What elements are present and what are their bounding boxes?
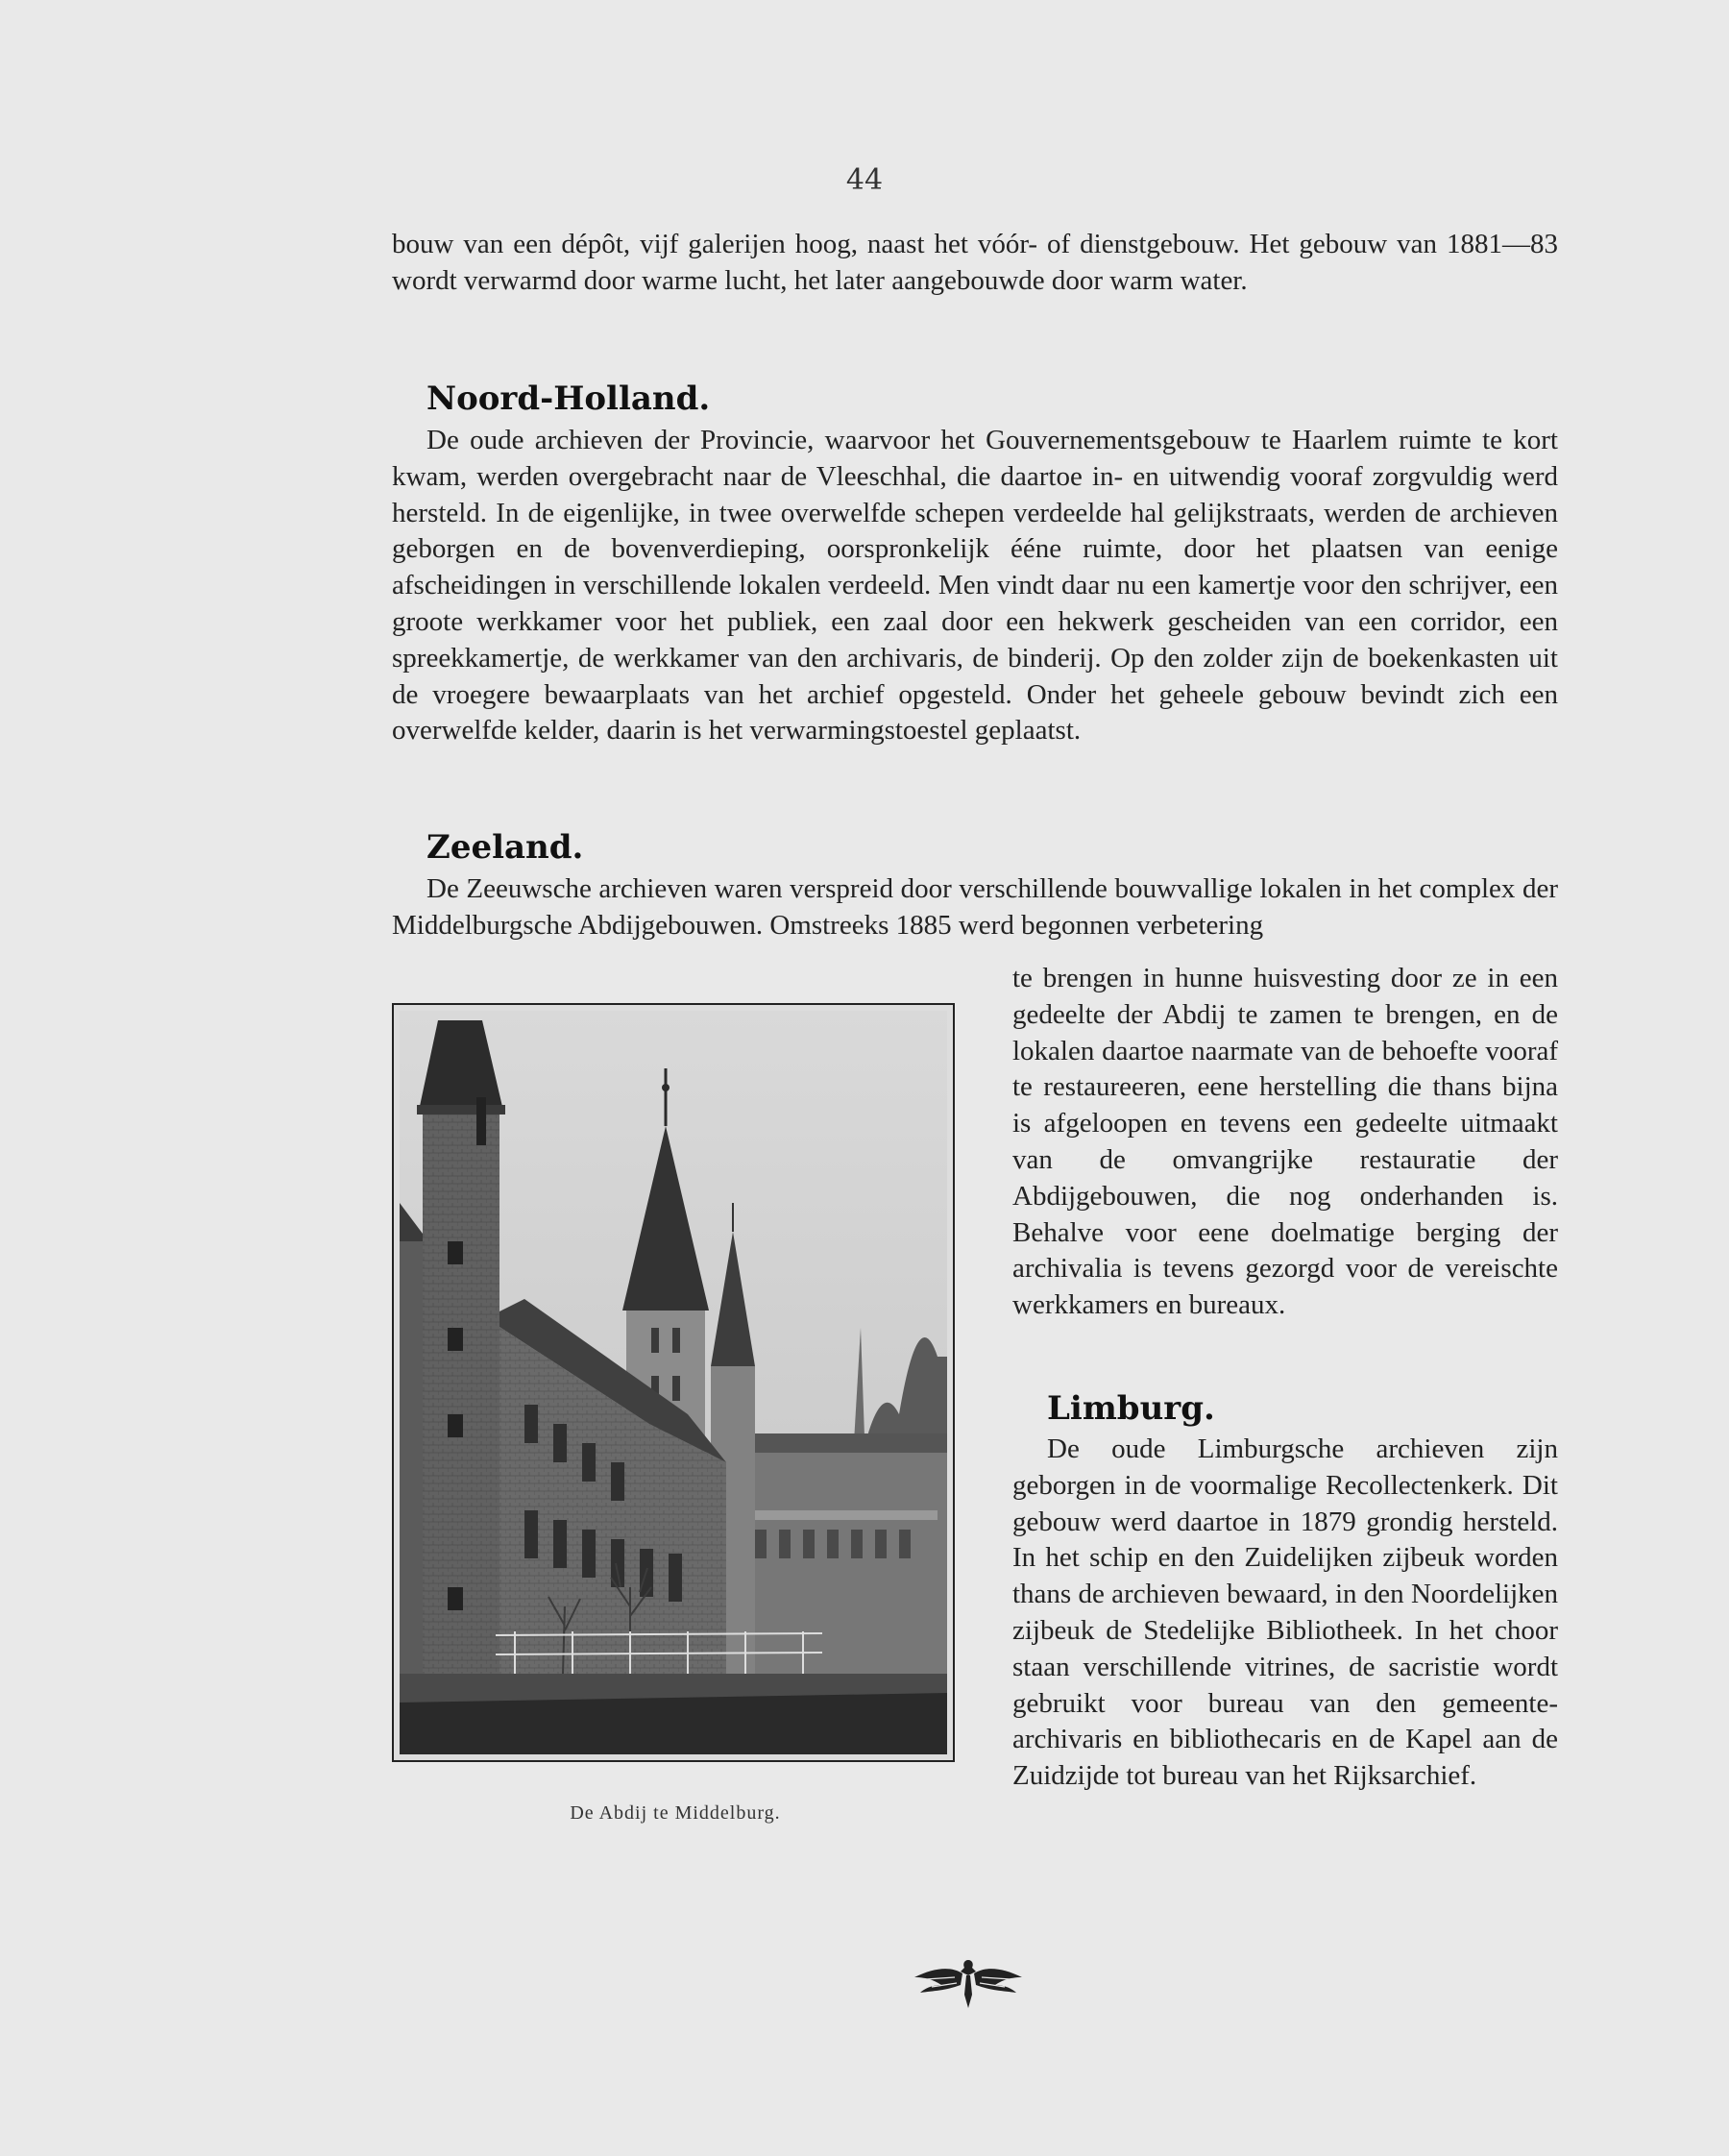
zeeland-paragraph-top: De Zeeuwsche archieven waren verspreid door verschillende bouwvallige lokalen in het complex der Middelburgsche Abdijgebouwen. Omstreeks 1885 werd begonnen verbetering [392,873,1558,941]
limburg-section [1012,1432,1558,1795]
zeeland-paragraph-right: te brengen in hunne huisvesting door ze in een gedeelte der Abdij te zamen te brengen, en de lokalen daartoe naarmate van de behoefte vooraf te restaureeren, eene herstelling die thans bijna is afgeloopen en tevens een gedeelte uitmaakt van de omvangrijke restauratie der Abdijgebouwen, die nog onderhanden is. Behalve voor eene doelmatige berging der archivalia is tevens gezorgd voor de vereischte werkkamers en bureaux. [1012,963,1558,1321]
zeeland-section-right [1012,961,1558,1324]
abbey-photograph [392,1003,955,1762]
noord-holland-section [392,423,1558,749]
section-heading-limburg: Limburg. [1047,1389,1215,1428]
section-heading-zeeland: Zeeland. [426,828,584,867]
zeeland-section-top [392,871,1558,944]
limburg-paragraph: De oude Limburgsche archieven zijn geborgen in de voormalige Recollectenkerk. Dit gebouw werd daartoe in 1879 grondig hersteld. In het schip en den Zuidelijken zijbeuk worden thans de archieven bewaard, in den Noordelijken zijbeuk de Stedelijke Bibliotheek. In het choor staan verschillende vitrines, de sacristie wordt gebruikt voor bureau van den gemeente-archivaris en bibliothecaris en de Kapel aan de Zuidzijde tot bureau van het Rijksarchief. [1012,1433,1558,1792]
intro-paragraph-block [392,227,1558,300]
eagle-ornament-icon [913,1952,1024,2016]
abbey-photograph-illustration [400,1011,947,1754]
intro-paragraph: bouw van een dépôt, vijf galerijen hoog, naast het vóór- of dienstgebouw. Het gebouw van 1881—83 wordt verwarmd door warme lucht, het later aangebouwde door warm water. [392,229,1558,296]
section-heading-noord-holland: Noord-Holland. [426,380,711,418]
noord-holland-paragraph: De oude archieven der Provincie, waarvoor het Gouvernementsgebouw te Haarlem ruimte te kort kwam, werden overgebracht naar de Vleeschhal, die daartoe in- en uitwendig vooraf zorgvuldig werd hersteld. In de eigenlijke, in twee overwelfde schepen verdeelde hal gelijkstraats, werden de archieven geborgen en de bovenverdieping, oorspronkelijk ééne ruimte, door het plaatsen van eenige afscheidingen in verschillende lokalen verdeeld. Men vindt daar nu een kamertje voor den schrijver, een groote werkkamer voor het publiek, een zaal door een hekwerk gescheiden van een corridor, een spreekkamertje, de werkkamer van den archivaris, de binderij. Op den zolder zijn de boekenkasten uit de vroegere bewaarplaats van het archief opgesteld. Onder het geheele gebouw bevindt zich een overwelfde kelder, daarin is het verwarmingstoestel geplaatst. [392,425,1558,747]
photo-caption: De Abdij te Middelburg. [570,1802,781,1824]
page-number: 44 [845,163,884,197]
